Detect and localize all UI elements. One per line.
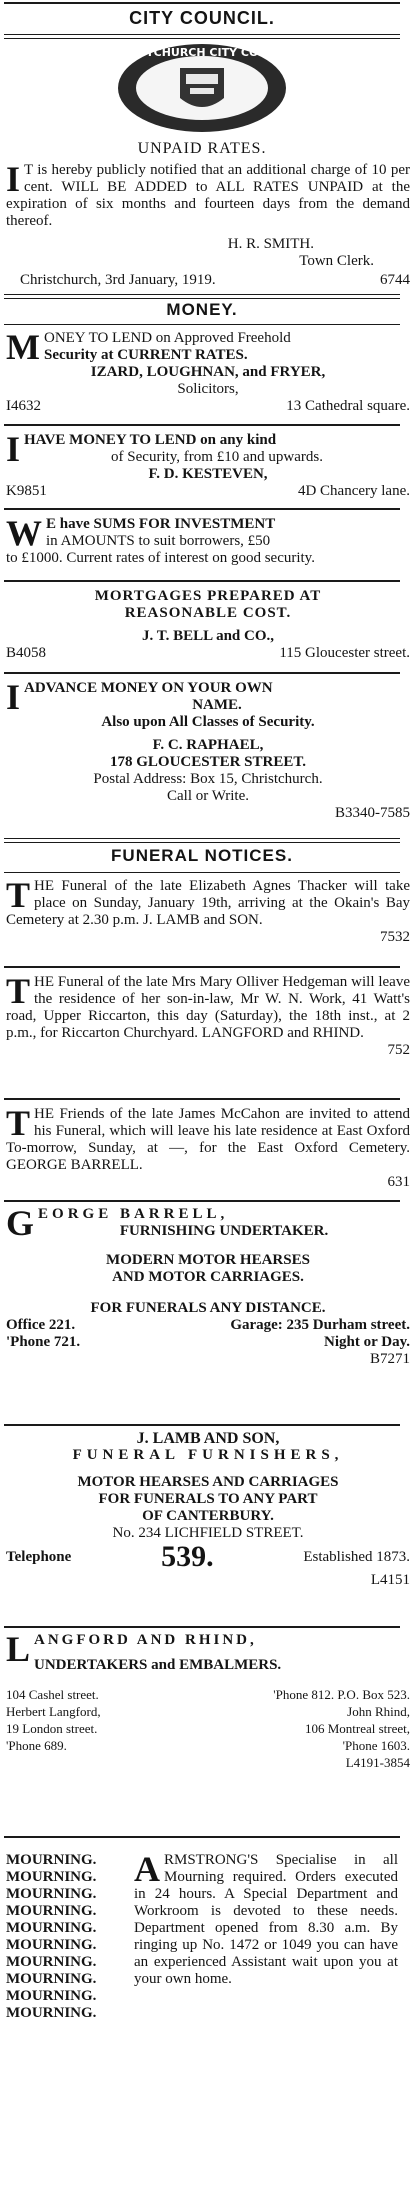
- raphael-line3: Also upon All Classes of Security.: [101, 714, 315, 730]
- lamb-ref: L4151: [370, 1572, 410, 1588]
- council-heading-rule: [4, 34, 400, 39]
- drop-cap: G: [6, 1203, 35, 1243]
- money-ad-sums: [0, 513, 416, 567]
- divider: [4, 1626, 400, 1628]
- kesteven-name: F. D. KESTEVEN,: [148, 466, 268, 482]
- signer: H. R. SMITH.: [227, 236, 314, 252]
- raphael-street: 178 GLOUCESTER STREET.: [109, 754, 307, 770]
- drop-cap: I: [6, 159, 21, 199]
- armstrong-text: RMSTRONG'S Specialise in all Mourning required. Orders executed in 24 hours. A Special Department and Workroom is devoted to these needs. Department opened from 8.30 a.m. By ringing up No. 1472 or 1049 you can have an experienced Assistant wait upon you at your own home.: [134, 1852, 398, 1987]
- langford-addr1-right: 'Phone 812. P.O. Box 523.: [273, 1687, 410, 1702]
- council-title: UNPAID RATES.: [137, 140, 267, 157]
- barrell-line3: FOR FUNERALS ANY DISTANCE.: [90, 1300, 326, 1316]
- barrell-sub: FURNISHING UNDERTAKER.: [119, 1223, 329, 1239]
- barrell-night: Night or Day.: [324, 1334, 410, 1350]
- lamb-tel-label: Telephone: [6, 1548, 72, 1565]
- mourning-column: [6, 1852, 126, 2022]
- drop-cap: L: [6, 1629, 31, 1669]
- barrell-line1: MODERN MOTOR HEARSES: [106, 1252, 310, 1268]
- funeral-heading: FUNERAL NOTICES.: [111, 846, 293, 865]
- mourning-line: MOURNING.: [6, 1920, 97, 1936]
- raphael-line2: NAME.: [192, 697, 242, 713]
- bell-title2: REASONABLE COST.: [124, 605, 292, 621]
- armstrong-text-block: [126, 1849, 398, 2022]
- sums-line1: E have SUMS FOR INVESTMENT: [46, 516, 276, 532]
- mccahon-ref: 631: [387, 1174, 410, 1190]
- bell-title1: MORTGAGES PREPARED AT: [94, 588, 322, 604]
- funeral-notice-hedgeman: [0, 971, 416, 1059]
- council-heading: CITY COUNCIL.: [129, 8, 275, 28]
- funeral-notice-thacker: [0, 875, 416, 946]
- raphael-name: F. C. RAPHAEL,: [152, 737, 264, 753]
- divider: [4, 966, 400, 968]
- langford-addr2-right: John Rhind,: [347, 1704, 410, 1719]
- mourning-line: MOURNING.: [6, 1852, 97, 1868]
- kesteven-ref: K9851: [6, 483, 47, 499]
- sums-line2: in AMOUNTS to suit borrowers, £50: [46, 533, 271, 549]
- izard-firm: IZARD, LOUGHNAN, and FRYER,: [90, 364, 326, 380]
- funeral-rule: [4, 838, 400, 843]
- divider: [4, 424, 400, 426]
- signer-title: Town Clerk.: [299, 253, 374, 269]
- izard-ref: I4632: [6, 398, 41, 414]
- council-body: [0, 159, 416, 230]
- lamb-name: J. LAMB AND SON,: [136, 1430, 280, 1447]
- divider: [4, 1098, 400, 1100]
- council-seal: [0, 42, 404, 134]
- sums-line3: to £1000. Current rates of interest on good security.: [6, 550, 315, 566]
- drop-cap: W: [6, 513, 42, 553]
- kesteven-address: 4D Chancery lane.: [297, 483, 410, 499]
- thacker-ref: 7532: [380, 929, 410, 945]
- money-ad-bell: [0, 588, 416, 662]
- funeral-notice-mccahon: [0, 1103, 416, 1191]
- armstrong-ad: [0, 1849, 404, 2022]
- mourning-line: MOURNING.: [6, 1903, 97, 1919]
- langford-name: ANGFORD AND RHIND,: [34, 1632, 257, 1648]
- city-seal-icon: [0, 42, 404, 134]
- langford-addr2-left: Herbert Langford,: [6, 1704, 101, 1719]
- raphael-call: Call or Write.: [166, 788, 250, 804]
- barrell-ref: B7271: [369, 1351, 410, 1367]
- council-body-text: T is hereby publicly notified that an additional charge of 10 per cent. WILL BE ADDED to ALL RATES UNPAID at the expiration of six months and fourteen days from the demand thereof.: [6, 162, 410, 229]
- mourning-line: MOURNING.: [6, 1869, 97, 1885]
- langford-addr3-right: 106 Montreal street,: [304, 1721, 410, 1736]
- izard-line2: Security at CURRENT RATES.: [43, 347, 248, 363]
- bell-address: 115 Gloucester street.: [279, 645, 410, 661]
- izard-line1: ONEY TO LEND on Approved Freehold: [43, 330, 291, 346]
- bell-ref: B4058: [6, 645, 47, 661]
- barrell-ad: [0, 1203, 416, 1368]
- mourning-line: MOURNING.: [6, 1937, 97, 1953]
- divider: [4, 1200, 400, 1202]
- izard-address: 13 Cathedral square.: [286, 398, 410, 414]
- divider: [4, 672, 400, 674]
- lamb-ad: [0, 1430, 416, 1589]
- raphael-postal: Postal Address: Box 15, Christchurch.: [93, 771, 323, 787]
- langford-addr1-left: 104 Cashel street.: [6, 1687, 99, 1702]
- drop-cap: I: [6, 677, 21, 717]
- drop-cap: I: [6, 429, 21, 469]
- drop-cap: T: [6, 1103, 31, 1143]
- council-ref: 6744: [380, 272, 410, 288]
- thacker-text: HE Funeral of the late Elizabeth Agnes Thacker will take place on Sunday, January 19th, arriving at the Okain's Bay Cemetery at 2.30 p.m. J. LAMB and SON.: [6, 878, 410, 928]
- lamb-address: No. 234 LICHFIELD STREET.: [112, 1525, 304, 1541]
- mourning-line: MOURNING.: [6, 2005, 97, 2021]
- lamb-line2: FOR FUNERALS TO ANY PART: [98, 1491, 318, 1507]
- council-signature: [0, 236, 404, 270]
- mourning-line: MOURNING.: [6, 1954, 97, 1970]
- barrell-garage: Garage: 235 Durham street.: [230, 1317, 410, 1333]
- mourning-line: MOURNING.: [6, 1886, 97, 1902]
- kesteven-line2: of Security, from £10 and upwards.: [111, 449, 323, 465]
- money-ad-izard: [0, 327, 416, 415]
- barrell-office: Office 221.: [6, 1317, 76, 1333]
- barrell-line2: AND MOTOR CARRIAGES.: [112, 1269, 304, 1285]
- barrell-name: EORGE BARRELL,: [38, 1206, 229, 1222]
- hedgeman-text: HE Funeral of the late Mrs Mary Olliver Hedgeman will leave the residence of her son-in-law, Mr W. N. Work, 41 Watt's road, Upper Riccarton, this day (Saturday), the 18th inst., at 2 p.m., for Riccarton Churchyard. LANGFORD and RHIND.: [6, 974, 410, 1041]
- raphael-line1: ADVANCE MONEY ON YOUR OWN: [24, 680, 273, 696]
- langford-ad: [0, 1629, 416, 1771]
- lamb-tel: 539.: [161, 1540, 214, 1573]
- lamb-line3: OF CANTERBURY.: [142, 1508, 274, 1524]
- mccahon-text: HE Friends of the late James McCahon are invited to attend his Funeral, which will leave his late residence at East Oxford To-morrow, Sunday, at —, for the East Oxford Cemetery. GEORGE BARRELL.: [6, 1106, 410, 1173]
- lamb-est: Established 1873.: [303, 1548, 410, 1565]
- lamb-sub: FUNERAL FURNISHERS,: [72, 1447, 344, 1463]
- money-ad-kesteven: [0, 429, 416, 500]
- drop-cap: M: [6, 327, 40, 367]
- top-rule: [4, 2, 400, 4]
- langford-addr3-left: 19 London street.: [6, 1721, 98, 1736]
- drop-cap: T: [6, 971, 31, 1011]
- hedgeman-ref: 752: [387, 1042, 410, 1058]
- divider: [4, 508, 400, 510]
- money-heading: MONEY.: [166, 300, 238, 319]
- langford-sub: UNDERTAKERS and EMBALMERS.: [34, 1657, 282, 1673]
- money-ad-raphael: [0, 677, 416, 822]
- money-heading-rule: [4, 324, 400, 325]
- drop-cap: A: [134, 1849, 160, 1889]
- lamb-line1: MOTOR HEARSES AND CARRIAGES: [77, 1474, 339, 1490]
- langford-ref: L4191-3854: [345, 1755, 410, 1770]
- mourning-line: MOURNING.: [6, 1971, 97, 1987]
- divider: [4, 1836, 400, 1838]
- divider: [4, 580, 400, 582]
- bell-firm: J. T. BELL and CO.,: [142, 628, 274, 644]
- drop-cap: T: [6, 875, 31, 915]
- raphael-ref: B3340-7585: [335, 805, 410, 821]
- divider: [4, 1424, 400, 1426]
- seal-text: CHRISTCHURCH CITY COUNCIL: [108, 46, 296, 59]
- kesteven-line1: HAVE MONEY TO LEND on any kind: [24, 432, 277, 448]
- funeral-heading-rule: [4, 872, 400, 873]
- barrell-phone: 'Phone 721.: [6, 1334, 81, 1350]
- izard-role: Solicitors,: [177, 381, 239, 397]
- langford-addr4-right: 'Phone 1603.: [342, 1738, 410, 1753]
- money-rule: [4, 294, 400, 299]
- mourning-line: MOURNING.: [6, 1988, 97, 2004]
- council-date-row: [0, 272, 416, 289]
- council-date: Christchurch, 3rd January, 1919.: [20, 272, 216, 288]
- langford-addr4-left: 'Phone 689.: [6, 1738, 67, 1753]
